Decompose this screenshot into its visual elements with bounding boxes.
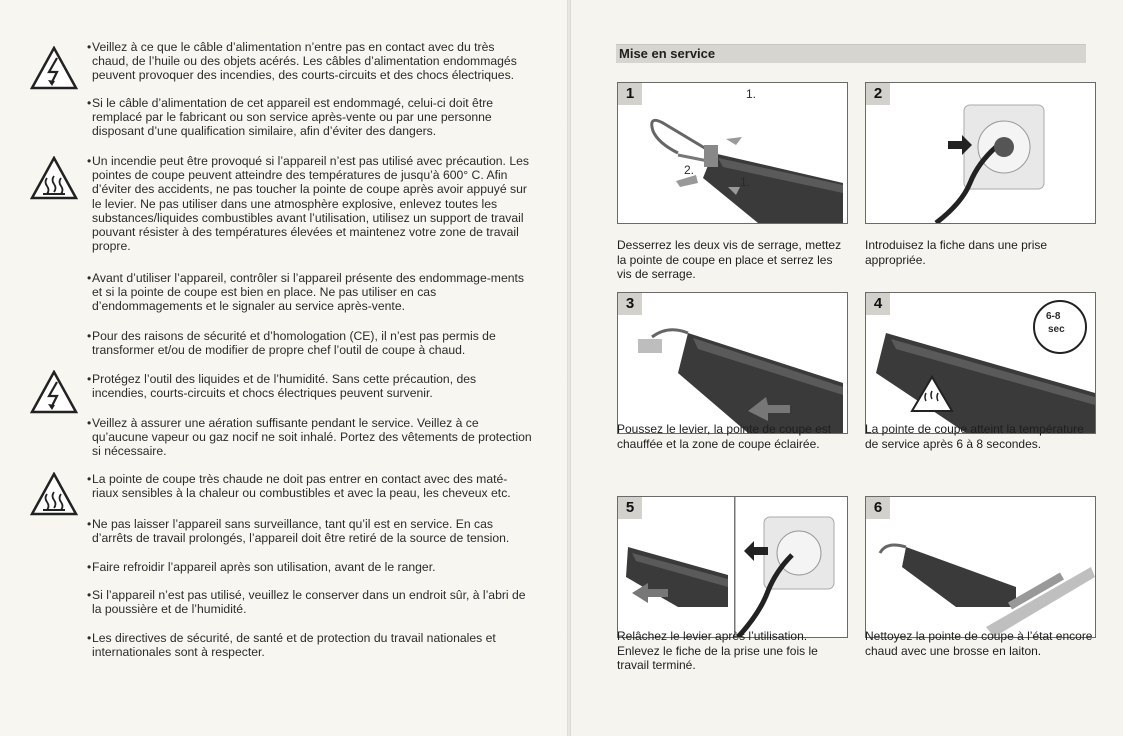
step-caption-2: Introduisez la fiche dans une prise appropriée. xyxy=(865,238,1048,267)
step-illustration-6 xyxy=(865,496,1096,638)
step-illustration-1 xyxy=(617,82,848,224)
step-caption-4: La pointe de coupe atteint la température de service après 6 à 8 secondes. xyxy=(865,422,1084,451)
safety-text: Veillez à assurer une aération suffisante pendant le service. Veillez à ce qu’aucune vapeur ou gaz nocif ne soit inhalé. Portez des vêtements de protection si nécessaire. xyxy=(92,416,532,459)
safety-text: Les directives de sécurité, de santé et de protection du travail nationales et internationales sont à respecter. xyxy=(92,631,496,660)
step-illustration-2 xyxy=(865,82,1096,224)
bullet: • xyxy=(87,560,92,574)
timer-unit: sec xyxy=(1048,324,1065,335)
step-caption-3: Poussez le levier, la pointe de coupe est chauffée et la zone de coupe éclairée. xyxy=(617,422,832,451)
hot-surface-warning-icon xyxy=(30,472,78,516)
brush-cleaning-illustration xyxy=(866,497,1095,637)
safety-text: Si l’appareil n’est pas utilisé, veuillez le conserver dans un endroit sûr, à l’abri de la poussière et de l’humidité. xyxy=(92,588,526,617)
safety-text: Si le câble d’alimentation de cet appareil est endommagé, celui-ci doit être remplacé par le fabricant ou son service après-vente ou par une personne disposant d’une qualification similaire, afin d’éviter des dangers. xyxy=(92,96,494,139)
push-lever-illustration xyxy=(618,293,847,433)
electric-shock-warning-icon xyxy=(30,46,78,90)
bullet: • xyxy=(87,96,92,110)
step-caption-5: Relâchez le levier après l’utilisation. Enlevez le fiche de la prise une fois le travail terminé. xyxy=(617,629,818,672)
step-illustration-4 xyxy=(865,292,1096,434)
step-number: 6 xyxy=(866,497,890,519)
bullet: • xyxy=(87,416,92,430)
section-title: Mise en service xyxy=(619,46,716,61)
step-number: 1 xyxy=(618,83,642,105)
step-caption-1: Desserrez les deux vis de serrage, mettez la pointe de coupe en place et serrez les vis de serrage. xyxy=(617,238,842,281)
bullet: • xyxy=(87,372,92,386)
hot-surface-warning-icon xyxy=(30,156,78,200)
safety-text: Faire refroidir l’appareil après son utilisation, avant de le ranger. xyxy=(92,560,436,574)
arrow-label: 2. xyxy=(684,163,695,177)
timer-value: 6-8 xyxy=(1046,311,1061,322)
step-number: 3 xyxy=(618,293,642,315)
bullet: • xyxy=(87,517,92,531)
bullet: • xyxy=(87,588,92,602)
safety-text: Protégez l’outil des liquides et de l’humidité. Sans cette précaution, des incendies, courts-circuits et chocs électriques peuvent survenir. xyxy=(92,372,477,401)
safety-item xyxy=(30,40,535,84)
step-number: 4 xyxy=(866,293,890,315)
step-caption-6: Nettoyez la pointe de coupe à l’état encore chaud avec une brosse en laiton. xyxy=(865,629,1093,658)
step-number: 2 xyxy=(866,83,890,105)
bullet: • xyxy=(87,472,92,486)
bullet: • xyxy=(87,329,92,343)
release-lever-unplug-illustration xyxy=(618,497,847,637)
power-socket-plug-illustration xyxy=(866,83,1095,223)
arrow-label: 1. xyxy=(740,175,751,189)
safety-text: Avant d’utiliser l’appareil, contrôler si l’appareil présente des endommage-ments et si la pointe de coupe est bien en place. Ne pas utiliser en cas d’endommagements et le signaler au service après-vente. xyxy=(92,271,524,314)
bullet: • xyxy=(87,271,92,285)
safety-text: Un incendie peut être provoqué si l’appareil n’est pas utilisé avec précaution. Les pointes de coupe peuvent atteindre des températures de jusqu’à 600° C. Afin d’éviter des accidents, ne pas toucher la pointe de coupe après avoir appuyé sur le levier. Ne pas utiliser dans une atmosphère explosive, enlevez toutes les substances/liquides combustibles avant l’utilisation, utilisez un support de travail pouvant résister à des températures élevées et maintenez votre zone de travail propre. xyxy=(92,154,529,254)
hot-knife-tip-mount-illustration xyxy=(618,83,847,223)
safety-text: Ne pas laisser l’appareil sans surveillance, tant qu’il est en service. En cas d’arrêts de travail prolongés, l’appareil doit être retiré de la source de tension. xyxy=(92,517,510,546)
bullet: • xyxy=(87,40,92,54)
safety-text: Pour des raisons de sécurité et d’homologation (CE), il n’est pas permis de transformer et/ou de modifier de propre chef l’outil de coupe à chaud. xyxy=(92,329,496,358)
step-number: 5 xyxy=(618,497,642,519)
bullet: • xyxy=(87,631,92,645)
arrow-label: 1. xyxy=(746,87,757,101)
electric-shock-warning-icon xyxy=(30,370,78,414)
section-header xyxy=(616,44,1086,63)
safety-text: La pointe de coupe très chaude ne doit pas entrer en contact avec des maté-riaux sensibles à la chaleur ou combustibles et avec la peau, les cheveux etc. xyxy=(92,472,511,501)
step-illustration-3 xyxy=(617,292,848,434)
heating-timer-illustration xyxy=(866,293,1095,433)
bullet: • xyxy=(87,154,92,168)
safety-text: Veillez à ce que le câble d’alimentation n’entre pas en contact avec du très chaud, de l’huile ou des objets acérés. Les câbles d’alimentation endommagés peuvent provoquer des incendies, des courts-circuits et des chocs électriques. xyxy=(92,40,517,83)
step-illustration-5 xyxy=(617,496,848,638)
